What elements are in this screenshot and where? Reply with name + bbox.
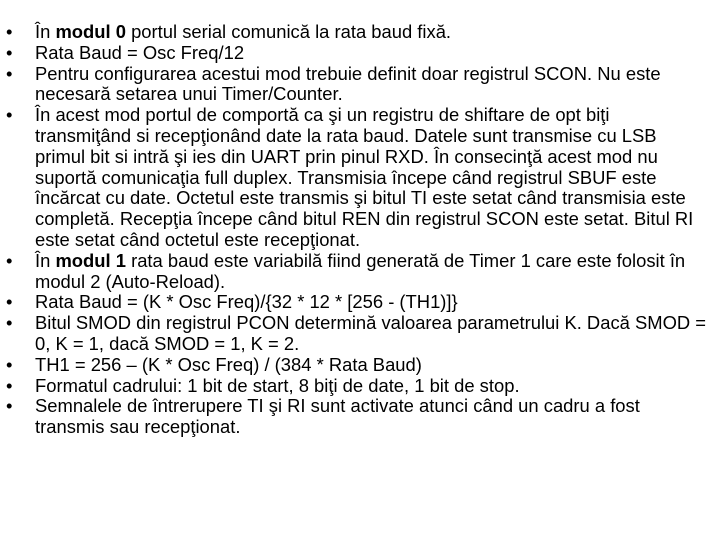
bullet-icon: • bbox=[6, 249, 13, 271]
list-item bbox=[6, 64, 710, 106]
bullet-icon: • bbox=[6, 291, 13, 313]
list-item bbox=[6, 292, 710, 313]
item-text: TH1 = 256 – (K * Osc Freq) / (384 * Rata Baud) bbox=[35, 353, 422, 375]
list-item bbox=[6, 355, 710, 376]
item-text: Bitul SMOD din registrul PCON determină valoarea parametrului K. Dacă SMOD = 0, K = 1, dacă SMOD = 1, K = 2. bbox=[35, 312, 706, 354]
list-item bbox=[6, 105, 710, 251]
bullet-icon: • bbox=[6, 312, 13, 334]
list-item bbox=[6, 251, 710, 293]
bullet-icon: • bbox=[6, 62, 13, 84]
item-bold-text: modul 1 bbox=[55, 249, 126, 271]
bullet-list bbox=[6, 22, 710, 438]
item-text: Pentru configurarea acestui mod trebuie definit doar registrul SCON. Nu este necesară setarea unui Timer/Counter. bbox=[35, 62, 661, 105]
bullet-icon: • bbox=[6, 41, 13, 63]
bullet-icon: • bbox=[6, 395, 13, 417]
item-text: rata baud este variabilă fiind generată de Timer 1 care este folosit în modul 2 (Auto-Reload). bbox=[35, 249, 686, 292]
item-text: portul serial comunică la rata baud fixă. bbox=[125, 21, 452, 42]
item-text: Rata Baud = Osc Freq/12 bbox=[35, 41, 245, 63]
item-bold-text: modul 0 bbox=[55, 21, 126, 42]
list-item bbox=[6, 313, 710, 355]
item-text: Semnalele de întrerupere TI şi RI sunt activate atunci când un cadru a fost transmis sau recepţionat. bbox=[35, 395, 640, 438]
list-item bbox=[6, 396, 710, 438]
item-text: În bbox=[35, 249, 56, 271]
bullet-icon: • bbox=[6, 374, 13, 396]
item-text: Rata Baud = (K * Osc Freq)/{32 * 12 * [256 - (TH1)]} bbox=[35, 291, 458, 313]
bullet-icon: • bbox=[6, 21, 13, 42]
list-item bbox=[6, 22, 710, 43]
item-text: În acest mod portul de comportă ca şi un registru de shiftare de opt biţi transmiţând si recepţionând date la rata baud. Datele sunt transmise cu LSB primul bit si intră şi ies din UART prin pinul RXD. În consecinţă acest mod nu suportă comunicaţia full duplex. Transmisia începe când registrul SBUF este încărcat cu date. Octetul este transmis şi bitul TI este setat când transmisia este completă. Recepţia începe când bitul REN din registrul SCON este setat. Bitul RI este setat când octetul este recepţionat. bbox=[35, 104, 694, 250]
bullet-icon: • bbox=[6, 104, 13, 126]
item-text: În bbox=[35, 21, 56, 42]
list-item bbox=[6, 43, 710, 64]
bullet-icon: • bbox=[6, 353, 13, 375]
item-text: Formatul cadrului: 1 bit de start, 8 biţi de date, 1 bit de stop. bbox=[35, 374, 520, 396]
list-item bbox=[6, 376, 710, 397]
